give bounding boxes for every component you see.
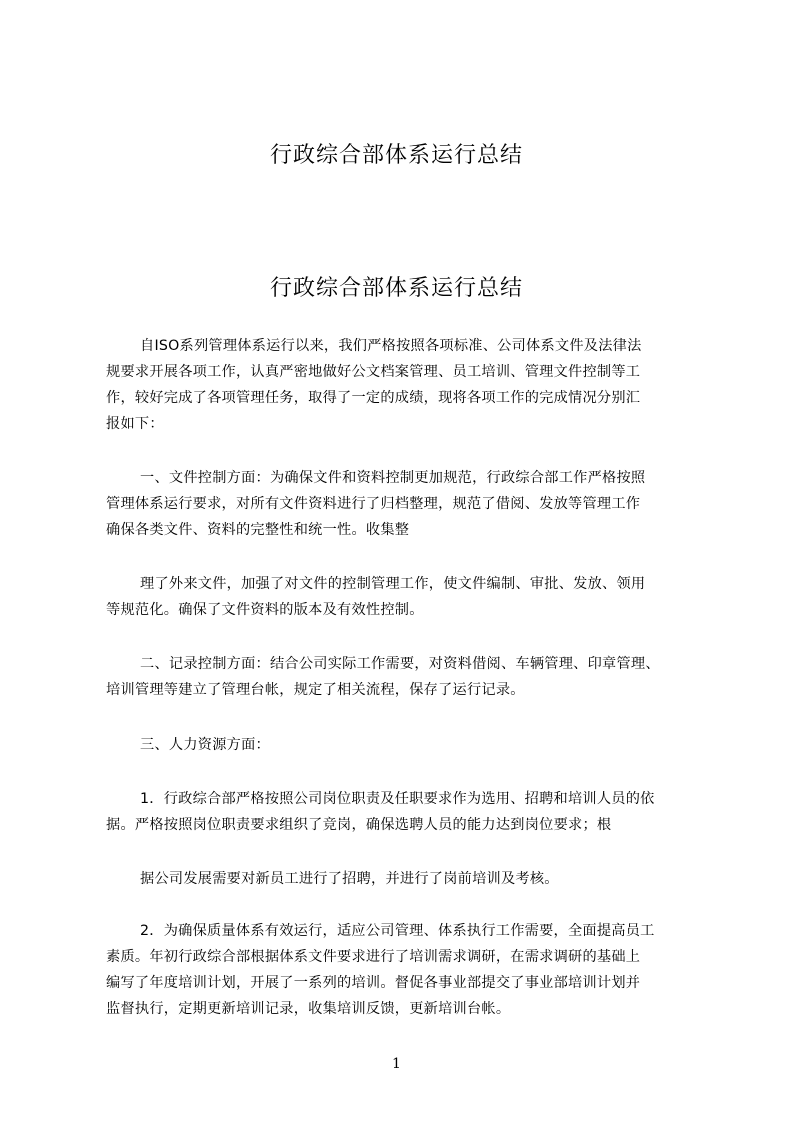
file-control-line-3: 确保各类文件、资料的完整性和统一性。收集整 [106, 522, 410, 538]
hr-item1-line-1: 1．行政综合部严格按照公司岗位职责及任职要求作为选用、招聘和培训人员的依 [140, 791, 655, 807]
record-control-line-2: 培训管理等建立了管理台帐，规定了相关流程，保存了运行记录。 [106, 682, 525, 698]
hr-heading: 三、人力资源方面： [140, 737, 270, 753]
hr-item1-cont-line-1: 据公司发展需要对新员工进行了招聘，并进行了岗前培训及考核。 [140, 871, 559, 887]
file-control-line-1: 一、文件控制方面：为确保文件和资料控制更加规范，行政综合部工作严格按照 [140, 470, 646, 486]
intro-line-2: 规要求开展各项工作，认真严密地做好公文档案管理、员工培训、管理文件控制等工 [106, 364, 641, 380]
record-control-line-1: 二、记录控制方面：结合公司实际工作需要，对资料借阅、车辆管理、印章管理、 [140, 656, 660, 672]
hr-item2-line-2: 素质。年初行政综合部根据体系文件要求进行了培训需求调研，在需求调研的基础上 [106, 949, 641, 965]
intro-line-3: 作，较好完成了各项管理任务，取得了一定的成绩，现将各项工作的完成情况分别汇 [106, 390, 641, 406]
hr-item2-line-4: 监督执行，定期更新培训记录，收集培训反馈，更新培训台帐。 [106, 1001, 511, 1017]
hr-item2-line-3: 编写了年度培训计划，开展了一系列的培训。督促各事业部提交了事业部培训计划并 [106, 975, 641, 991]
document-title-main: 行政综合部体系运行总结 [269, 276, 523, 301]
file-control-line-2: 管理体系运行要求，对所有文件资料进行了归档整理，规范了借阅、发放等管理工作 [106, 496, 641, 512]
hr-item1-line-2: 据。严格按照岗位职责要求组织了竞岗，确保选聘人员的能力达到岗位要求；根 [106, 817, 612, 833]
file-control-cont-line-1: 理了外来文件，加强了对文件的控制管理工作，使文件编制、审批、发放、领用 [140, 576, 646, 592]
intro-line-1: 自ISO系列管理体系运行以来，我们严格按照各项标准、公司体系文件及法律法 [140, 338, 642, 354]
document-title-top: 行政综合部体系运行总结 [269, 143, 523, 168]
file-control-cont-line-2: 等规范化。确保了文件资料的版本及有效性控制。 [106, 602, 424, 618]
page-number: 1 [392, 1056, 401, 1072]
hr-item2-line-1: 2．为确保质量体系有效运行，适应公司管理、体系执行工作需要，全面提高员工 [140, 923, 655, 939]
intro-line-4: 报如下： [106, 416, 164, 432]
